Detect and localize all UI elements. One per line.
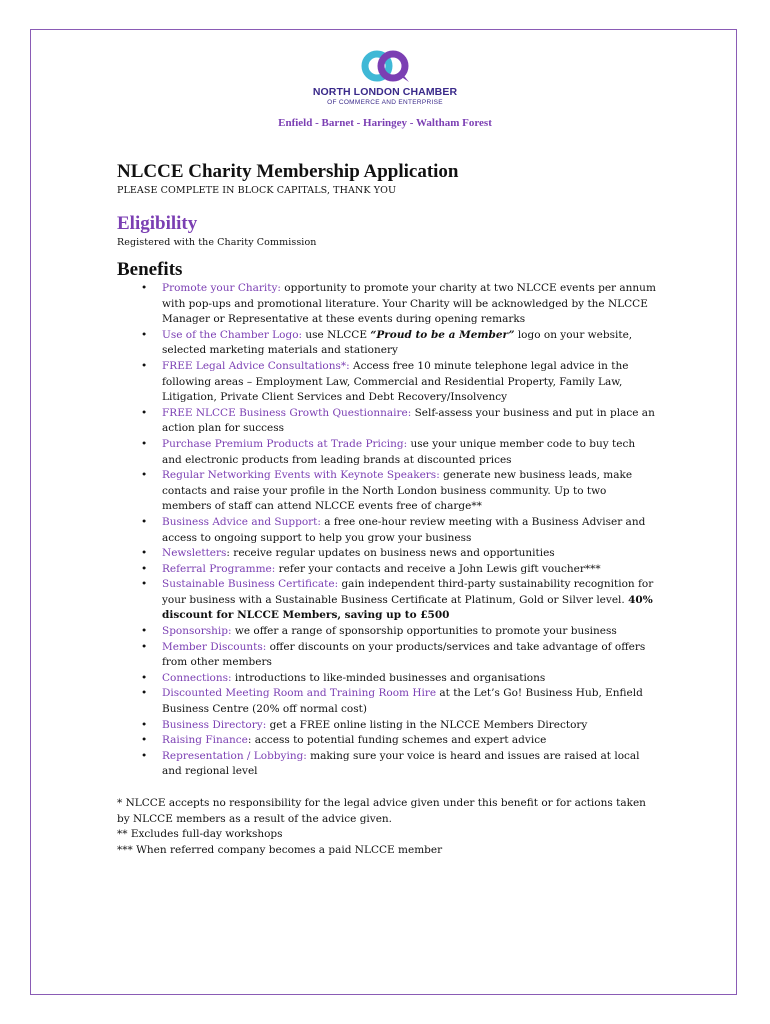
benefit-label: Sustainable Business Certificate: — [162, 578, 339, 591]
benefits-heading: Benefits — [117, 259, 183, 280]
benefit-label: Representation / Lobbying: — [162, 749, 307, 762]
footnote-workshops: ** Excludes full-day workshops — [117, 828, 283, 840]
benefit-text: gain independent third-party sustainability recognition for your business with a Sustainable Business Certificate at Platinum, Gold or Silver level. — [162, 578, 654, 606]
footnotes — [117, 796, 657, 858]
benefit-label: FREE Legal Advice Consultations*: — [162, 359, 350, 372]
benefits-list — [117, 281, 657, 780]
bullet-icon: • — [141, 625, 148, 638]
benefit-text: refer your contacts and receive a John Lewis gift voucher*** — [275, 562, 601, 575]
bullet-icon: • — [141, 578, 148, 591]
page-title: NLCCE Charity Membership Application — [117, 161, 459, 182]
footnote-referral: *** When referred company becomes a paid NLCCE member — [117, 843, 443, 856]
benefit-text: a free one-hour review meeting with a Business Adviser and access to ongoing support to help you grow your business — [162, 515, 646, 544]
bullet-icon: • — [141, 749, 148, 762]
benefit-item — [117, 749, 657, 780]
benefit-item — [117, 281, 657, 328]
benefit-text: offer discounts on your products/services and take advantage of offers from other members — [162, 640, 646, 669]
bullet-icon: • — [141, 562, 148, 575]
benefit-text: at the Let’s Go! Business Hub, Enfield Business Centre (20% off normal cost) — [162, 687, 643, 716]
benefit-item — [117, 437, 657, 468]
eligibility-heading: Eligibility — [117, 213, 198, 234]
bullet-icon: • — [141, 328, 148, 341]
bullet-icon: • — [141, 359, 148, 372]
benefit-label: Sponsorship: — [162, 625, 232, 638]
benefit-item — [117, 624, 657, 640]
bullet-icon: • — [141, 515, 148, 528]
benefit-text: Self-assess your business and put in place an action plan for success — [162, 406, 655, 435]
benefit-item — [117, 640, 657, 671]
logo-name: NORTH LONDON CHAMBER — [312, 86, 458, 98]
benefit-item — [117, 577, 657, 624]
benefit-item — [117, 671, 657, 687]
bullet-icon: • — [141, 547, 148, 560]
benefit-label: FREE NLCCE Business Growth Questionnaire: — [162, 406, 412, 419]
instruction-text: PLEASE COMPLETE IN BLOCK CAPITALS, THANK YOU — [117, 185, 397, 196]
benefit-emphasis: “Proud to be a Member” — [370, 328, 515, 341]
benefit-item — [117, 546, 657, 562]
benefit-item — [117, 359, 657, 406]
bullet-icon: • — [141, 406, 148, 419]
bullet-icon: • — [141, 671, 148, 684]
benefit-text: get a FREE online listing in the NLCCE Members Directory — [266, 718, 588, 731]
document-body — [117, 160, 657, 858]
footnote-legal: * NLCCE accepts no responsibility for the legal advice given under this benefit or for actions taken by NLCCE members as a result of the advice given. — [117, 797, 646, 825]
benefit-label: Newsletters — [162, 547, 227, 560]
benefit-text: use your unique member code to buy tech and electronic products from leading brands at discounted prices — [162, 437, 636, 466]
benefit-label: Raising Finance — [162, 734, 248, 747]
bullet-icon: • — [141, 640, 148, 653]
benefit-text: introductions to like-minded businesses and organisations — [231, 671, 546, 684]
benefit-item — [117, 718, 657, 734]
chamber-logo — [0, 50, 770, 106]
benefit-label: Member Discounts: — [162, 640, 267, 653]
boroughs-line: Enfield - Barnet - Haringey - Waltham Forest — [278, 117, 492, 129]
benefit-item — [117, 406, 657, 437]
benefit-label: Discounted Meeting Room and Training Room Hire — [162, 687, 437, 700]
benefit-item — [117, 733, 657, 749]
benefit-text: use NLCCE — [302, 328, 371, 341]
benefit-label: Referral Programme: — [162, 562, 276, 575]
bullet-icon: • — [141, 437, 148, 450]
chamber-logo-mark-icon — [353, 50, 417, 84]
bullet-icon: • — [141, 282, 148, 294]
benefit-text: Access free 10 minute telephone legal advice in the following areas – Employment Law, Commercial and Residential Property, Family Law, Litigation, Private Client Services and Debt Recovery/Insolvency — [162, 359, 629, 404]
bullet-icon: • — [141, 718, 148, 731]
benefit-item — [117, 328, 657, 359]
benefit-text: generate new business leads, make contacts and raise your profile in the North London business community. Up to two members of staff can attend NLCCE events free of charge** — [162, 469, 633, 513]
benefit-strong: 40% discount for NLCCE Members, saving up to £500 — [162, 593, 653, 622]
benefit-text: opportunity to promote your charity at two NLCCE events per annum with pop-ups and promotional literature. Your Charity will be acknowledged by the NLCCE Manager or Representative at these events during opening remarks — [162, 282, 656, 326]
benefit-text: : receive regular updates on business news and opportunities — [226, 547, 555, 560]
benefit-item — [117, 686, 657, 717]
benefit-item — [117, 468, 657, 515]
benefit-text: making sure your voice is heard and issues are raised at local and regional level — [162, 749, 640, 778]
benefit-label: Promote your Charity: — [162, 282, 281, 294]
bullet-icon: • — [141, 734, 148, 747]
bullet-icon: • — [141, 469, 148, 482]
benefit-text: we offer a range of sponsorship opportunities to promote your business — [231, 625, 617, 638]
benefit-label: Business Advice and Support: — [162, 515, 321, 528]
benefit-label: Use of the Chamber Logo: — [162, 328, 303, 341]
benefit-label: Connections: — [162, 671, 232, 684]
benefit-label: Business Directory: — [162, 718, 267, 731]
eligibility-text: Registered with the Charity Commission — [117, 237, 317, 248]
benefit-text: logo on your website, selected marketing materials and stationery — [162, 328, 633, 357]
benefit-text: : access to potential funding schemes and expert advice — [247, 734, 547, 747]
benefit-label: Purchase Premium Products at Trade Pricing: — [162, 437, 408, 450]
bullet-icon: • — [141, 687, 148, 700]
benefit-label: Regular Networking Events with Keynote Speakers: — [162, 469, 440, 482]
logo-subtitle: OF COMMERCE AND ENTERPRISE — [327, 99, 443, 106]
benefit-item — [117, 562, 657, 578]
benefit-item — [117, 515, 657, 546]
